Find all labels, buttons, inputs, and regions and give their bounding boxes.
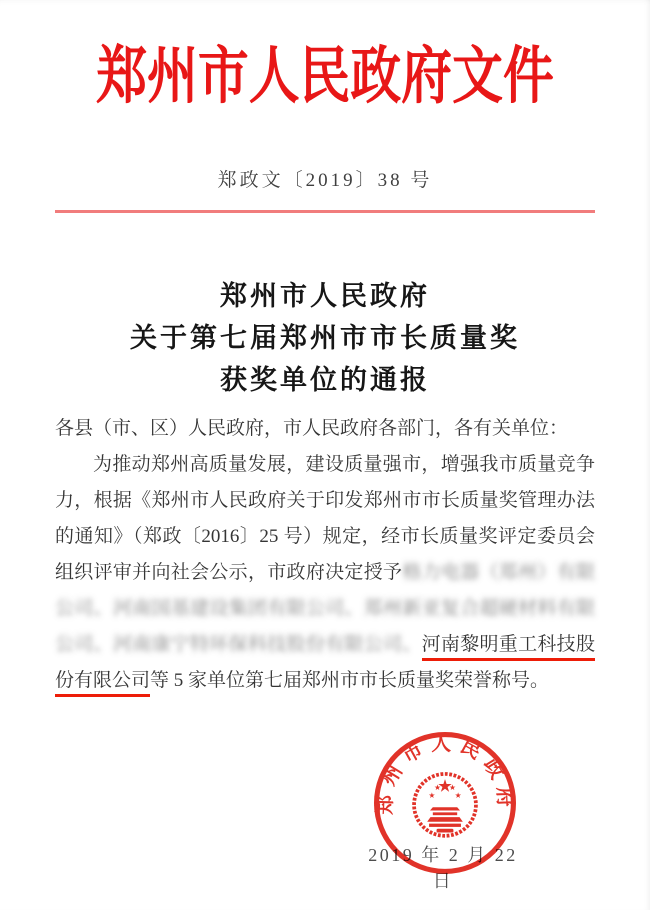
government-seal-icon xyxy=(370,728,520,878)
issue-date: 2019 年 2 月 22 日 xyxy=(368,845,518,891)
body-text: 各县（市、区）人民政府，市人民政府各部门，各有关单位： xyxy=(55,417,569,439)
redacted-company-names: 公司、河南国基建设集团有限公司、郑州新亚复合超硬材料有限 xyxy=(55,597,595,619)
body-line xyxy=(55,555,595,591)
document-number: 郑政文〔2019〕38 号 xyxy=(217,170,433,191)
document-header xyxy=(0,0,650,111)
body-line xyxy=(55,519,595,555)
body-line xyxy=(55,447,595,483)
seal-arc-text: 郑州市人民政府 xyxy=(374,732,516,815)
document-title-line: 郑州市人民政府 xyxy=(220,280,430,311)
document-header-title: 郑州市人民政府文件 xyxy=(96,43,554,111)
redacted-company-names: 格力电器（郑州）有限 xyxy=(402,561,595,583)
body-text: 的通知》（郑政〔2016〕25 号）规定，经市长质量奖评定委员会 xyxy=(55,525,595,547)
body-line xyxy=(55,411,595,447)
body-line xyxy=(55,627,595,663)
body-line xyxy=(55,663,595,699)
body-text: 组织评审并向社会公示，市政府决定授予 xyxy=(55,561,403,583)
body-text: 为推动郑州高质量发展，建设质量强市，增强我市质量竞争 xyxy=(93,453,595,475)
national-emblem-icon xyxy=(414,774,476,836)
highlighted-company-name: 河南黎明重工科技股 xyxy=(422,634,595,661)
document-title xyxy=(0,275,650,401)
body-text: 力，根据《郑州市人民政府关于印发郑州市市长质量奖管理办法 xyxy=(55,489,595,511)
document-title-line: 获奖单位的通报 xyxy=(220,364,430,395)
highlighted-company-name: 份有限公司 xyxy=(55,670,150,697)
document-body xyxy=(55,411,595,699)
document-title-line: 关于第七届郑州市市长质量奖 xyxy=(130,322,520,353)
body-line xyxy=(55,483,595,519)
body-text: 等 5 家单位第七届郑州市市长质量奖荣誉称号。 xyxy=(150,669,550,691)
redacted-company-names: 公司、河南康宁特环保科技股份有限公司、 xyxy=(55,633,422,655)
seal-outer-ring xyxy=(377,735,514,872)
body-line xyxy=(55,591,595,627)
red-separator-line xyxy=(55,210,595,213)
